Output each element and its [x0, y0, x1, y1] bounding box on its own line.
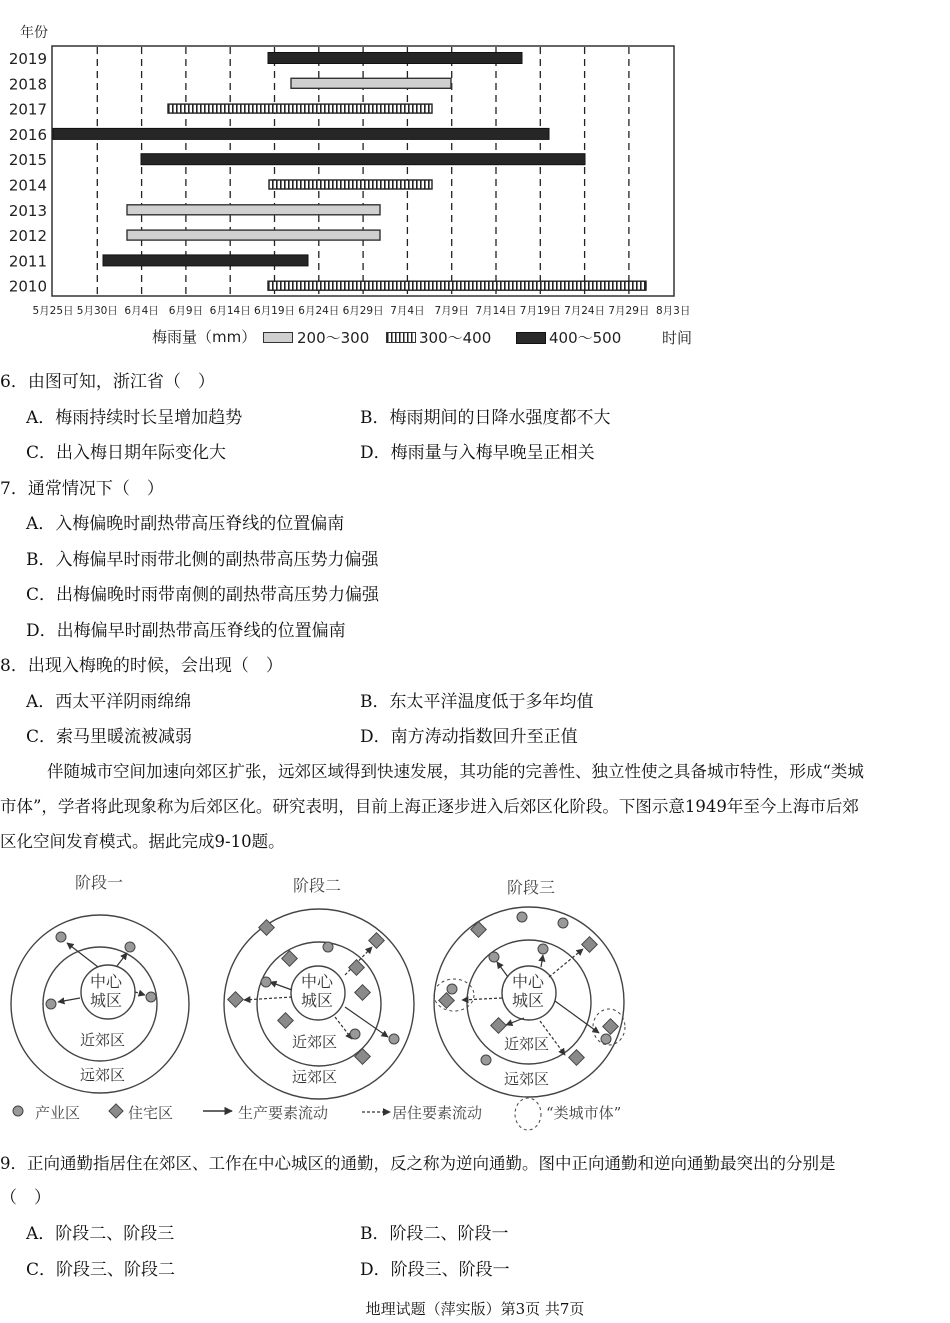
stage-2-near-suburb: 近郊区 — [292, 1033, 338, 1051]
bar-2014 — [269, 180, 432, 189]
bar-2012 — [127, 230, 380, 240]
question-7-option-a[interactable]: A．入梅偏晚时副热带高压脊线的位置偏南 — [26, 514, 345, 534]
stage-3-title: 阶段三 — [507, 878, 556, 897]
question-6-option-a[interactable]: A．梅雨持续时长呈增加趋势 — [26, 408, 243, 428]
bar-2010 — [268, 281, 646, 290]
question-8-option-a[interactable]: A．西太平洋阴雨绵绵 — [26, 692, 192, 712]
chart-svg — [0, 0, 720, 360]
suburbanization-diagram — [0, 865, 680, 1140]
y-tick-label: 2014 — [8, 176, 47, 195]
y-tick-label: 2019 — [8, 50, 47, 68]
x-axis-title: 时间 — [662, 329, 693, 347]
chart-legend — [152, 326, 256, 346]
question-9-option-d[interactable]: D．阶段三、阶段一 — [360, 1260, 510, 1280]
question-9-stem: 9．正向通勤指居住在郊区、工作在中心城区的通勤，反之称为逆向通勤。图中正向通勤和逆向通勤最突出的分别是 — [0, 1154, 836, 1173]
x-tick-label: 7月24日 — [564, 305, 606, 317]
y-tick-label: 2017 — [8, 100, 47, 119]
question-9-option-a[interactable]: A．阶段二、阶段三 — [26, 1224, 175, 1244]
page-footer: 地理试题（萍实版）第3页 共7页 — [365, 1300, 585, 1318]
legend-title: 梅雨量（mm） — [152, 328, 257, 346]
question-9-option-b[interactable]: B．阶段二、阶段一 — [360, 1224, 509, 1244]
bar-2015 — [141, 154, 585, 165]
question-8-option-c[interactable]: C．索马里暖流被减弱 — [26, 727, 193, 747]
y-tick-label: 2016 — [8, 125, 47, 144]
bar-2013 — [127, 205, 380, 215]
y-tick-label: 2013 — [8, 201, 47, 220]
bar-2011 — [103, 255, 308, 266]
stage-1-center-label: 中心 城区 — [90, 972, 123, 1010]
x-tick-label: 8月3日 — [656, 305, 691, 317]
x-tick-label: 6月4日 — [124, 305, 159, 317]
question-8-option-b[interactable]: B．东太平洋温度低于多年均值 — [360, 692, 594, 712]
passage-line-1: 伴随城市空间加速向郊区扩张，远郊区域得到快速发展，其功能的完善性、独立性使之具备城市特性，形成“类城 — [47, 762, 864, 781]
x-tick-label: 7月19日 — [519, 305, 561, 317]
stage-1-near-suburb: 近郊区 — [80, 1031, 126, 1049]
question-8-stem: 8．出现入梅晚的时候，会出现（ ） — [0, 656, 283, 676]
question-6-option-d[interactable]: D．梅雨量与入梅早晚呈正相关 — [360, 443, 595, 463]
x-tick-label: 6月9日 — [168, 305, 204, 317]
y-tick-label: 2010 — [8, 277, 47, 296]
x-tick-label: 6月14日 — [209, 305, 251, 317]
y-tick-label: 2018 — [8, 75, 47, 94]
legend-residential: 住宅区 — [128, 1104, 174, 1122]
legend-label-striped: 300～400 — [419, 329, 492, 347]
rainy-season-chart — [0, 0, 720, 360]
y-tick-label: 2012 — [8, 227, 47, 246]
question-6-option-b[interactable]: B．梅雨期间的日降水强度都不大 — [360, 408, 611, 428]
legend-swatch-striped — [386, 332, 416, 343]
question-6-stem: 6．由图可知，浙江省（ ） — [0, 372, 215, 392]
bar-2017 — [168, 104, 432, 113]
question-9-option-c[interactable]: C．阶段三、阶段二 — [26, 1260, 176, 1280]
stage-3-near-suburb: 近郊区 — [504, 1035, 550, 1053]
stage-3-center-label: 中心 城区 — [512, 972, 545, 1010]
question-7-option-d[interactable]: D．出梅偏早时副热带高压脊线的位置偏南 — [26, 621, 346, 641]
legend-city-like: “类城市体” — [546, 1104, 622, 1122]
passage-line-2: 市体”，学者将此现象称为后郊区化。研究表明，目前上海正逐步进入后郊区化阶段。下图示意1949年至今上海市后郊 — [0, 797, 859, 816]
question-9-stem-cont: （ ） — [0, 1188, 51, 1208]
x-tick-label: 7月9日 — [434, 305, 469, 317]
question-7-option-b[interactable]: B．入梅偏早时雨带北侧的副热带高压势力偏强 — [26, 550, 379, 570]
legend-production-flow: 生产要素流动 — [238, 1104, 329, 1122]
stage-2-title: 阶段二 — [293, 876, 342, 895]
question-8-option-d[interactable]: D．南方涛动指数回升至正值 — [360, 727, 578, 747]
x-tick-label: 5月30日 — [76, 305, 118, 317]
bar-2016 — [53, 128, 549, 139]
x-tick-label: 5月25日 — [32, 305, 74, 317]
x-tick-label: 7月4日 — [390, 305, 425, 317]
legend-swatch-light — [263, 332, 293, 343]
legend-industrial: 产业区 — [35, 1104, 81, 1122]
legend-residential-flow: 居住要素流动 — [392, 1104, 483, 1122]
question-7-option-c[interactable]: C．出梅偏晚时雨带南侧的副热带高压势力偏强 — [26, 585, 380, 605]
x-tick-label: 6月29日 — [342, 305, 384, 317]
stage-2-center-label: 中心 城区 — [301, 972, 334, 1010]
bar-2019 — [268, 53, 522, 64]
stage-3-far-suburb: 远郊区 — [504, 1070, 550, 1088]
passage-line-3: 区化空间发育模式。据此完成9-10题。 — [0, 832, 285, 851]
x-tick-label: 7月29日 — [608, 305, 650, 317]
x-tick-label: 6月19日 — [253, 305, 296, 317]
question-6-option-c[interactable]: C．出入梅日期年际变化大 — [26, 443, 227, 463]
y-axis-title: 年份 — [20, 25, 48, 41]
question-7-stem: 7．通常情况下（ ） — [0, 479, 164, 499]
x-tick-label: 7月14日 — [475, 305, 517, 317]
stage-2-far-suburb: 远郊区 — [292, 1068, 338, 1086]
stage-1-far-suburb: 远郊区 — [80, 1066, 126, 1084]
bar-2018 — [291, 78, 451, 88]
stage-1-title: 阶段一 — [75, 873, 124, 892]
legend-swatch-dark — [516, 332, 546, 344]
legend-label-light: 200～300 — [297, 329, 370, 347]
x-tick-label: 6月24日 — [298, 305, 340, 317]
y-tick-label: 2015 — [8, 151, 47, 170]
legend-label-dark: 400～500 — [549, 329, 622, 347]
y-tick-label: 2011 — [8, 252, 47, 271]
